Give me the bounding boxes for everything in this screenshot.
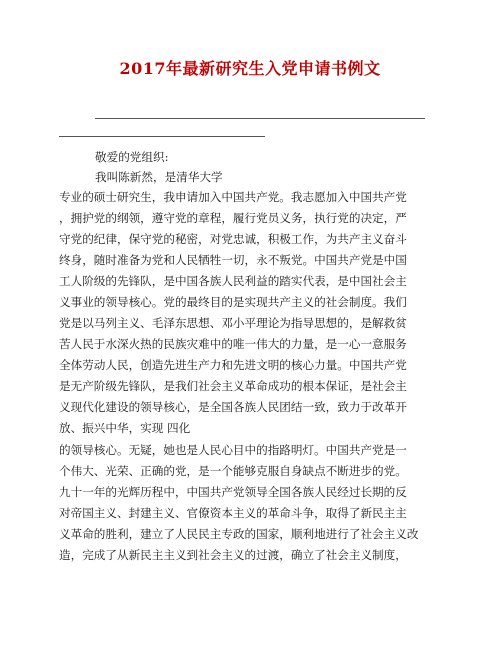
body-line: 专业的硕士研究生，我申请加入中国共产党。我志愿加入中国共产党 <box>59 190 407 204</box>
body-line: 全体劳动人民，创造先进生产力和先进文明的核心力量。中国共产党 <box>59 358 407 372</box>
body-line: 党是以马列主义、毛泽东思想、邓小平理论为指导思想的，是解救贫 <box>59 316 407 330</box>
document-title: 2017年最新研究生入党申请书例文 <box>119 59 381 78</box>
title-underline-2 <box>59 136 265 137</box>
body-line: 守党的纪律，保守党的秘密，对党忠诚，积极工作，为共产主义奋斗 <box>59 232 407 246</box>
body-line: 造，完成了从新民主主义到社会主义的过渡，确立了社会主义制度， <box>59 548 407 562</box>
salutation: 敬爱的党组织: <box>95 150 169 164</box>
body-line: 工人阶级的先锋队，是中国各族人民利益的踏实代表，是中国社会主 <box>59 274 407 288</box>
body-line: 的领导核心。无疑，她也是人民心目中的指路明灯。中国共产党是一 <box>59 443 407 457</box>
body-line: 义事业的领导核心。党的最终目的是实现共产主义的社会制度。我们 <box>59 295 407 309</box>
title-underline-1 <box>95 118 425 119</box>
body-line: 义革命的胜利，建立了人民民主专政的国家，顺利地进行了社会主义改 <box>59 527 419 541</box>
body-line: 义现代化建设的领导核心，是全国各族人民团结一致，致力于改革开 <box>59 400 407 414</box>
body-line: 放、振兴中华，实现 四化 <box>59 421 191 435</box>
body-line: 对帝国主义、封建主义、官僚资本主义的革命斗争，取得了新民主主 <box>59 506 407 520</box>
body-line: 终身，随时准备为党和人民牺牲一切，永不叛党。中国共产党是中国 <box>59 253 407 267</box>
body-line: ，拥护党的纲领，遵守党的章程，履行党员义务，执行党的决定，严 <box>59 211 407 225</box>
body-line: 是无产阶级先锋队，是我们社会主义革命成功的根本保证，是社会主 <box>59 379 407 393</box>
body-line: 苦人民于水深火热的民族灾难中的唯一伟大的力量，是一心一意服务 <box>59 337 407 351</box>
body-line: 九十一年的光辉历程中，中国共产党领导全国各族人民经过长期的反 <box>59 485 407 499</box>
body-line: 个伟大、光荣、正确的党，是一个能够克服自身缺点不断进步的党。 <box>59 464 407 478</box>
intro-line: 我叫陈新然，是清华大学 <box>95 170 223 184</box>
